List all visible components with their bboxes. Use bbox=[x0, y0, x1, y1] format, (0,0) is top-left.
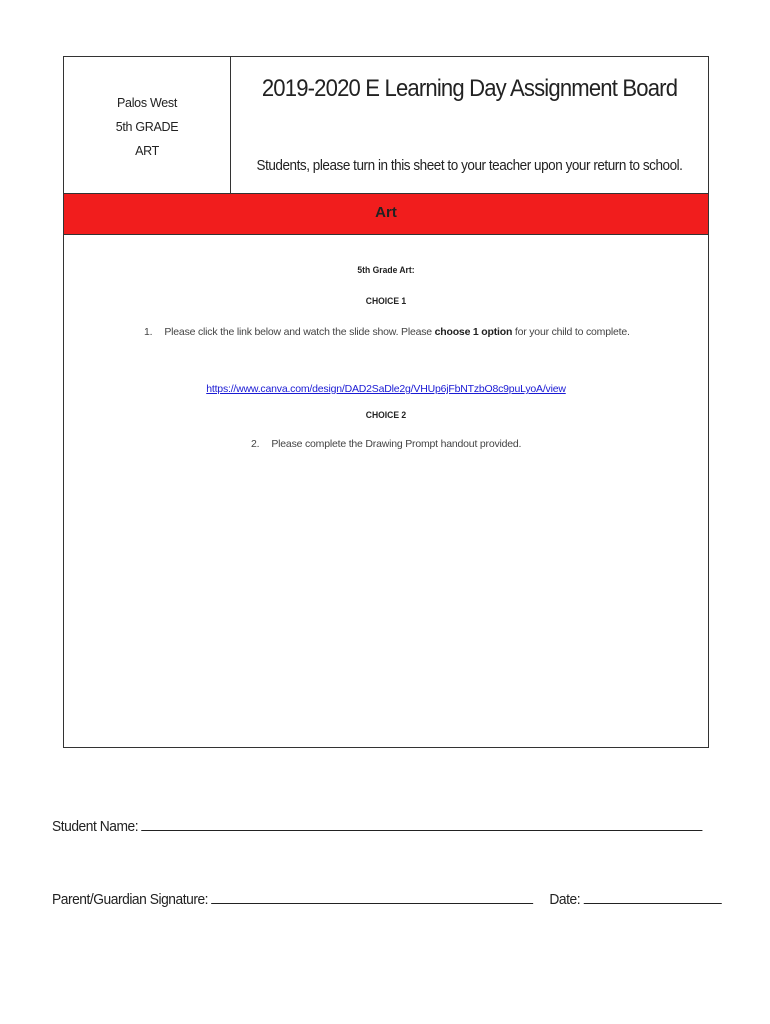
choice-1-label: CHOICE 1 bbox=[365, 296, 407, 307]
student-name-label: Student Name: bbox=[52, 818, 139, 835]
assignment-board bbox=[63, 56, 709, 748]
parent-signature-label: Parent/Guardian Signature: bbox=[52, 891, 209, 908]
item-emphasis: choose 1 option bbox=[434, 326, 513, 338]
assignment-content bbox=[64, 235, 708, 747]
item-text: Please click the link below and watch the slide show. Please bbox=[164, 326, 435, 338]
item-text-end: for your child to complete. bbox=[512, 326, 630, 338]
instruction-text: Students, please turn in this sheet to your teacher upon your return to school. bbox=[256, 157, 683, 174]
choice-2-label: CHOICE 2 bbox=[365, 410, 407, 421]
parent-signature-field[interactable] bbox=[211, 889, 533, 904]
date-field[interactable] bbox=[583, 889, 721, 904]
choice-2-item bbox=[251, 438, 521, 450]
school-info bbox=[64, 57, 231, 193]
link-row bbox=[64, 383, 708, 395]
item-number: 1. bbox=[144, 326, 153, 338]
item-text: Please complete the Drawing Prompt handout provided. bbox=[271, 438, 522, 450]
student-name-field[interactable] bbox=[141, 816, 702, 831]
canva-link[interactable]: https://www.canva.com/design/DAD2SaDle2g/VHUp6jFbNTzbO8c9puLyoA/view bbox=[206, 383, 566, 395]
signature-line bbox=[52, 889, 721, 908]
choice-1-item bbox=[144, 326, 630, 338]
subject-label: ART bbox=[135, 144, 159, 158]
item-number: 2. bbox=[251, 438, 260, 450]
school-name: Palos West bbox=[117, 96, 177, 110]
title-block bbox=[231, 57, 708, 193]
content-heading: 5th Grade Art: bbox=[357, 265, 415, 276]
date-label: Date: bbox=[549, 891, 581, 908]
page-title: 2019-2020 E Learning Day Assignment Board bbox=[261, 75, 678, 102]
subject-bar-label: Art bbox=[375, 204, 397, 221]
student-name-line bbox=[52, 816, 703, 835]
subject-bar bbox=[64, 193, 708, 235]
grade-label: 5th GRADE bbox=[115, 120, 179, 134]
